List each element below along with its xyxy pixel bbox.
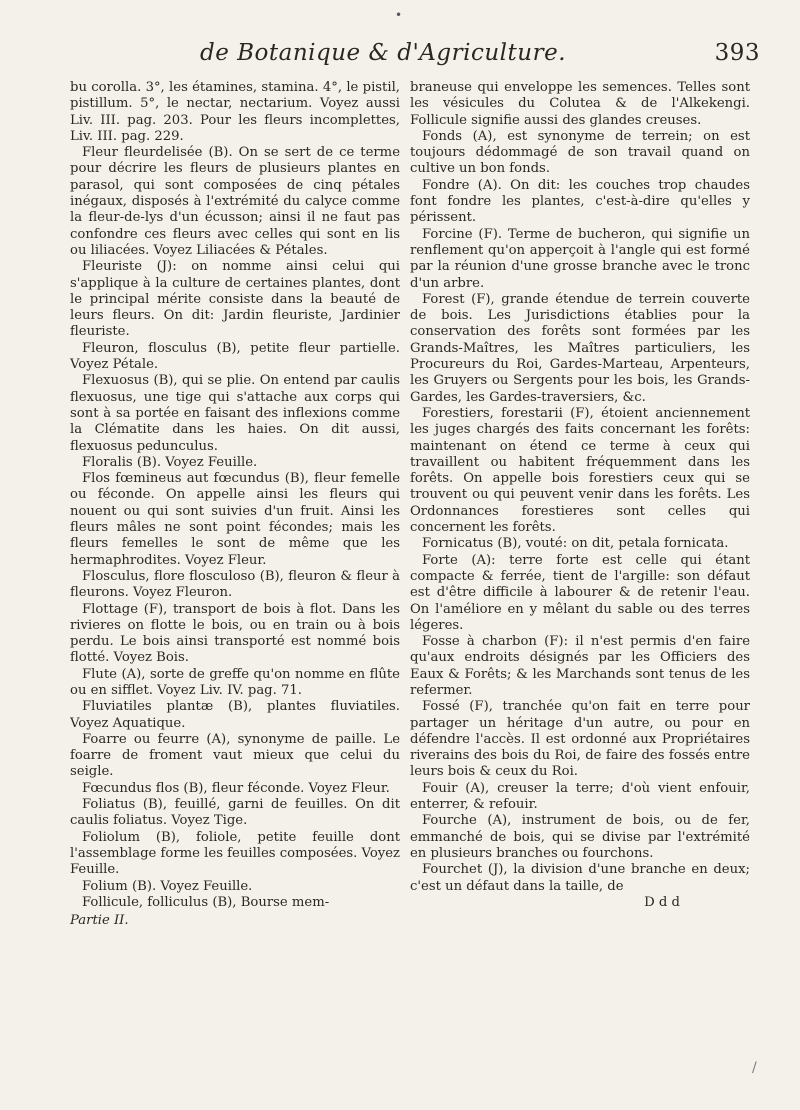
entry: Fleuriste (J): on nomme ainsi celui qui s'applique à la culture de certaines plantes, dont le principal mérite consiste dans la beauté de leurs fleurs. On dit: Jardin fleuriste, Jardinier fleuriste. [70, 259, 400, 340]
right-column [410, 80, 750, 911]
entry: braneuse qui enveloppe les semences. Telles sont les vésicules du Colutea & de l'Alkekengi. Follicule signifie aussi des glandes creuses. [410, 80, 750, 128]
entry: Flottage (F), transport de bois à flot. Dans les rivieres on flotte le bois, ou en train ou à bois perdu. Le bois ainsi transporté est nommé bois flotté. Voyez Bois. [70, 601, 400, 666]
running-title: de Botanique & d'Agriculture. [200, 40, 567, 66]
entry: Fonds (A), est synonyme de terrein; on est toujours dédommagé de son travail quand on cultive un bon fonds. [410, 128, 750, 177]
entry: Fouir (A), creuser la terre; d'où vient enfouir, enterrer, & refouir. [410, 780, 750, 813]
entry: Flute (A), sorte de greffe qu'on nomme en flûte ou en sifflet. Voyez Liv. IV. pag. 71. [70, 666, 400, 698]
entry: Forcine (F). Terme de bucheron, qui signifie un renflement qu'on apperçoit à l'angle qui est formé par la réunion d'une grosse branche avec le tronc d'un arbre. [410, 226, 750, 291]
entry: Fourchet (J), la division d'une branche en deux; c'est un défaut dans la taille, de [410, 862, 750, 894]
entry: Fourche (A), instrument de bois, ou de fer, emmanché de bois, qui se divise par l'extrémité en plusieurs branches ou fourchons. [410, 813, 750, 861]
stray-mark: / [752, 1060, 757, 1076]
page-footer: Partie II. [70, 913, 129, 929]
page-number: 393 [714, 40, 760, 66]
entry: Fondre (A). On dit: les couches trop chaudes font fondre les plantes, c'est-à-dire qu'elles y périssent. [410, 177, 750, 226]
entry: Forestiers, forestarii (F), étoient anciennement les juges chargés des faits concernant les forêts: maintenant on étend ce terme à ceux qui travaillent ou habitent fréquemment dans les forêts. On appelle bois forestiers ceux qui se trouvent ou qui peuvent venir dans les forêts. Les Ordonnances forestieres sont celles qui concernent les forêts. [410, 405, 750, 536]
entry: Fœcundus flos (B), fleur féconde. Voyez Fleur. [82, 780, 390, 796]
entry: Follicule, folliculus (B), Bourse mem- [82, 894, 330, 910]
entry: Foliolum (B), foliole, petite feuille dont l'assemblage forme les feuilles composées. Voyez Feuille. [70, 829, 400, 878]
entry: bu corolla. 3°, les étamines, stamina. 4°, le pistil, pistillum. 5°, le nectar, nectarium. Voyez aussi Liv. III. pag. 203. Pour les fleurs incomplettes, Liv. III. pag. 229. [70, 80, 400, 144]
entry: Fornicatus (B), vouté: on dit, petala fornicata. [422, 536, 729, 552]
entry: Fleur fleurdelisée (B). On se sert de ce terme pour décrire les fleurs de plusieurs plantes en parasol, qui sont composées de cinq pétales inégaux, disposés à l'extrémité du calyce comme la fleur-de-lys d'un écusson; ainsi il ne faut pas confondre ces fleurs avec celles qui sont en lis ou liliacées. Voyez Liliacées & Pétales. [70, 145, 400, 258]
entry: Flosculus, flore flosculoso (B), fleuron & fleur à fleurons. Voyez Fleuron. [70, 568, 400, 601]
entry: Foarre ou feurre (A), synonyme de paille. Le foarre de froment vaut mieux que celui du seigle. [70, 731, 400, 780]
entry: Folium (B). Voyez Feuille. [82, 878, 253, 894]
entry: Flexuosus (B), qui se plie. On entend par caulis flexuosus, une tige qui s'attache aux corps qui sont à sa portée en faisant des inflexions comme la Clématite dans les haies. On dit aussi, flexuosus pedunculus. [70, 373, 400, 454]
entry: Forte (A): terre forte est celle qui étant compacte & ferrée, tient de l'argille: son défaut est d'être difficile à labourer & de retenir l'eau. On l'améliore en y mêlant du sable ou des terres légeres. [410, 552, 750, 633]
top-mark: • [395, 8, 403, 22]
entry: Foliatus (B), feuillé, garni de feuilles. On dit caulis foliatus. Voyez Tige. [70, 797, 400, 829]
entry: Forest (F), grande étendue de terrein couverte de bois. Les Jurisdictions établies pour la conservation des forêts sont formées par les Grands-Maîtres, les Maîtres particuliers, les Procureurs du Roi, Gardes-Marteau, Arpenteurs, les Gruyers ou Sergents pour les bois, les Grands-Gardes, les Gardes-traversiers, &c. [410, 291, 750, 405]
entry: Fosse à charbon (F): il n'est permis d'en faire qu'aux endroits désignés par les Officiers des Eaux & Forêts; & les Marchands sont tenus de les refermer. [410, 634, 750, 698]
entry: Fluviatiles plantæ (B), plantes fluviatiles. Voyez Aquatique. [70, 699, 400, 731]
entry: Fossé (F), tranchée qu'on fait en terre pour partager un héritage d'un autre, ou pour en défendre l'accès. Il est ordonné aux Propriétaires riverains des bois du Roi, de faire des fossés entre leurs bois & ceux du Roi. [410, 699, 750, 780]
entry: Fleuron, flosculus (B), petite fleur partielle. Voyez Pétale. [70, 340, 400, 373]
signature-mark: D d d [644, 894, 680, 910]
running-header [200, 40, 760, 66]
entry: Flos fœmineus aut fœcundus (B), fleur femelle ou féconde. On appelle ainsi les fleurs qui nouent ou qui sont suivies d'un fruit. Ainsi les fleurs mâles ne sont point fécondes; mais les fleurs femelles le sont de même que les hermaphrodites. Voyez Fleur. [70, 471, 400, 568]
left-column [70, 80, 400, 929]
entry: Floralis (B). Voyez Feuille. [82, 454, 258, 470]
